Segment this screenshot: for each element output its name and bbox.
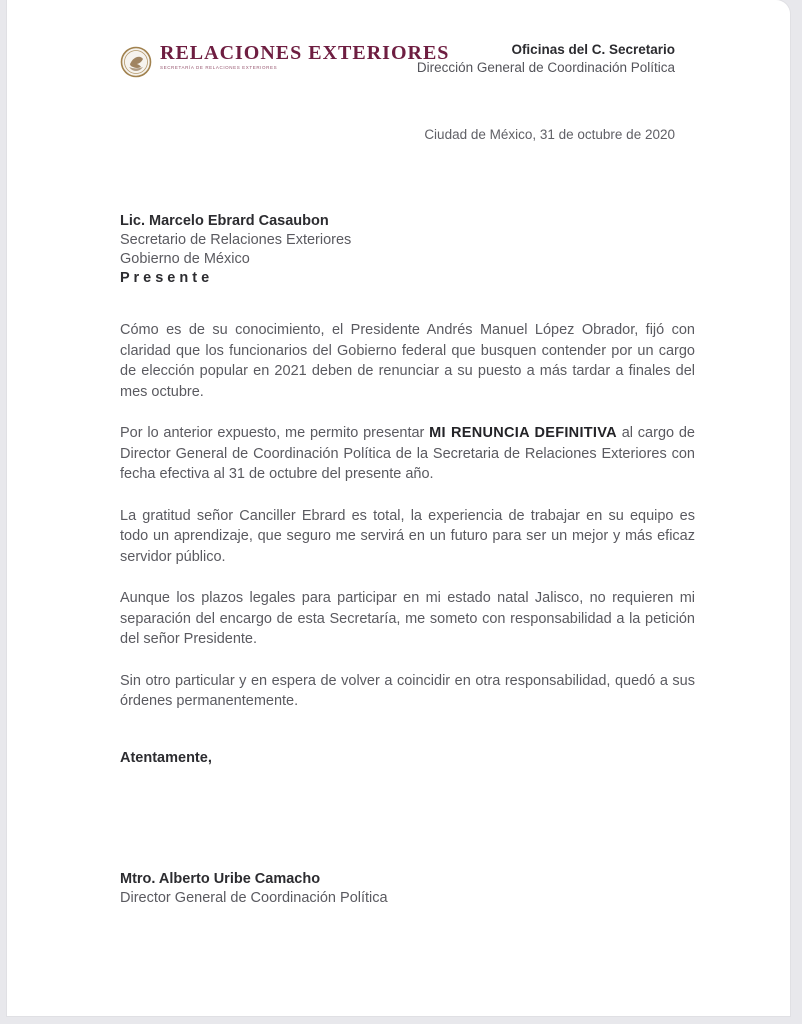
paragraph-2 [120, 423, 695, 485]
recipient-block [120, 212, 351, 288]
office-subtitle: Dirección General de Coordinación Política [416, 60, 675, 75]
paragraph-2-after: al cargo de Director General de Coordinación Política de la Secretaria de Relaciones Exteriores con fecha efectiva al 31 de octubre del presente año. [120, 425, 695, 482]
wordmark-block [160, 42, 449, 70]
office-block [417, 41, 675, 77]
mexican-eagle-seal-icon [120, 44, 152, 80]
recipient-name: Lic. Marcelo Ebrard Casaubon [120, 213, 329, 229]
letter-page [7, 0, 790, 1016]
paragraph-5: Sin otro particular y en espera de volver a coincidir en otra responsabilidad, quedó a sus órdenes permanentemente. [120, 672, 695, 709]
date-line: Ciudad de México, 31 de octubre de 2020 [424, 127, 675, 142]
logo-wordmark: RELACIONES EXTERIORES [160, 42, 450, 64]
paragraph-3: La gratitud señor Canciller Ebrard es total, la experiencia de trabajar en su equipo es todo un aprendizaje, que seguro me servirá en un futuro para ser un mejor y más eficaz servidor público. [120, 507, 695, 565]
letter-body [120, 320, 695, 733]
paragraph-1: Cómo es de su conocimiento, el Presidente Andrés Manuel López Obrador, fijó con claridad que los funcionarios del Gobierno federal que busquen contender por un cargo de elección popular en 2021 deben de renunciar a su puesto a más tardar a finales del mes octubre. [120, 322, 695, 400]
paragraph-2-before: Por lo anterior expuesto, me permito presentar [120, 425, 430, 441]
logo-subtext: SECRETARÍA DE RELACIONES EXTERIORES [160, 65, 278, 70]
recipient-presente: P r e s e n t e [120, 270, 210, 286]
signature-name: Mtro. Alberto Uribe Camacho [120, 871, 321, 887]
recipient-title: Secretario de Relaciones Exteriores [120, 232, 352, 248]
office-title: Oficinas del C. Secretario [511, 42, 675, 57]
signature-title: Director General de Coordinación Política [120, 890, 388, 906]
recipient-org: Gobierno de México [120, 251, 250, 267]
paragraph-2-emphasis: MI RENUNCIA DEFINITIVA [429, 425, 617, 441]
signature-block [120, 870, 388, 908]
closing-salutation: Atentamente, [120, 750, 212, 766]
letterhead-logo [120, 42, 449, 80]
paragraph-4: Aunque los plazos legales para participar en mi estado natal Jalisco, no requieren mi separación del encargo de esta Secretaría, me someto con responsabilidad a la petición del señor Presidente. [120, 590, 695, 647]
